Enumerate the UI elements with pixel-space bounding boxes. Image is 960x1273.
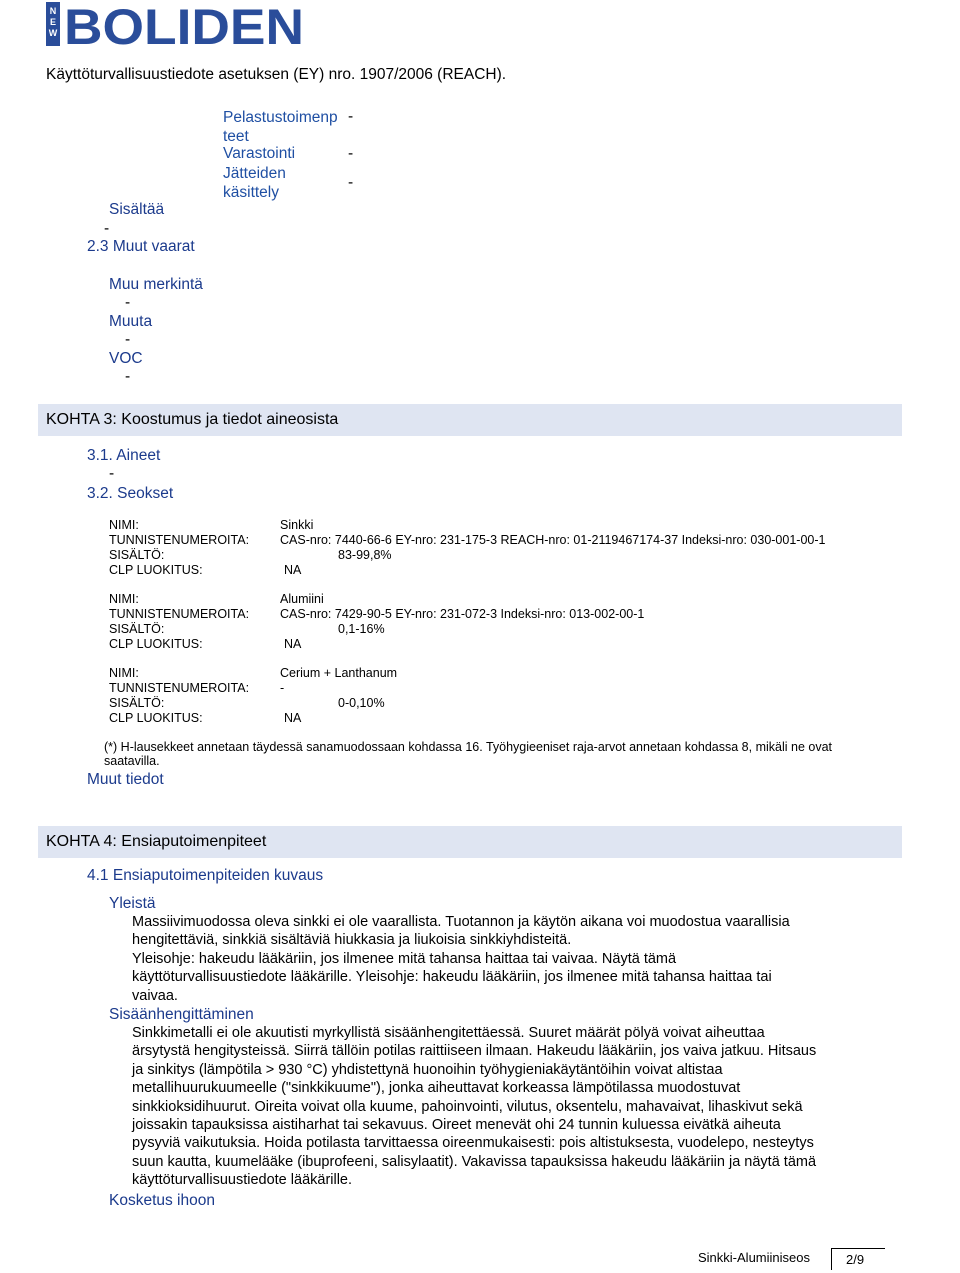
heading-seokset: 3.2. Seokset	[87, 485, 174, 502]
heading-sisaltaa: Sisältää	[109, 201, 165, 218]
heading-muut-tiedot: Muut tiedot	[87, 771, 164, 788]
section4-title-bar	[38, 826, 902, 858]
svg-text:E: E	[49, 17, 57, 27]
value-aineet: -	[109, 465, 115, 482]
component-name: Sinkki	[280, 518, 314, 532]
label-clp: CLP LUOKITUS:	[109, 637, 203, 651]
label-tunnistenumeroita: TUNNISTENUMEROITA:	[109, 607, 250, 621]
footer-product: Sinkki-Alumiiniseos	[698, 1250, 810, 1265]
svg-text:BOLIDEN: BOLIDEN	[64, 2, 304, 46]
regulation-text: Käyttöturvallisuustiedote asetuksen (EY) nro. 1907/2006 (REACH).	[46, 66, 507, 83]
component-ids: -	[280, 681, 285, 695]
heading-yleista: Yleistä	[109, 895, 156, 912]
component-name: Cerium + Lanthanum	[280, 666, 398, 680]
note-line-1: (*) H-lausekkeet annetaan täydessä sanamuodossaan kohdassa 16. Työhygieeniset raja-arvot annetaan kohdassa 8, mikäli ne ovat	[104, 740, 832, 754]
section3-title: KOHTA 3: Koostumus ja tiedot aineosista	[46, 411, 339, 428]
component-clp: NA	[284, 563, 302, 577]
section4-title: KOHTA 4: Ensiaputoimenpiteet	[46, 833, 267, 850]
label-clp: CLP LUOKITUS:	[109, 711, 203, 725]
component-content: 83-99,8%	[338, 548, 392, 562]
yleista-text: Massiivimuodossa oleva sinkki ei ole vaarallista. Tuotannon ja käytön aikana voi muodostua vaarallisia hengitettäviä, sinkkiä sisältäviä hiukkasia ja liukoisia sinkkiyhdisteitä. Yleisohje: hakeudu lääkäriin, jos ilmenee mitä tahansa haittaa tai vaivaa. Näytä tämä käyttöturvallisuustiedote lääkärille. Yleisohje: hakeudu lääkäriin, jos ilmenee mitä tahansa haittaa tai vaivaa.	[132, 914, 790, 1004]
heading-voc: VOC	[109, 350, 143, 367]
value-jatteiden-kasittely: -	[348, 174, 354, 191]
svg-text:W: W	[48, 28, 58, 38]
value-sisaltaa: -	[104, 220, 110, 237]
component-content: 0,1-16%	[338, 622, 385, 636]
sisaanhengittaminen-text: Sinkkimetalli ei ole akuutisti myrkyllistä sisäänhengitettäessä. Suuret määrät pölyä voivat aiheuttaa ärsytystä hengitysteissä. Siirrä tällöin potilas raittiiseen ilmaan. Hakeudu lääkäriin, jos vaiva jatkuu. Hitsaus ja sinkitys (lämpötila > 930 °C) yhdistettynä huonoihin työhygieniakäytäntöihin voivat altistaa metallihuurukuumeelle ("sinkkikuume"), jonka aiheuttavat korkeassa lämpötilassa muodostuvat sinkkioksidihuurut. Oireita voivat olla kuume, pahoinvointi, vilutus, oksentelu, mahavaivat, lihaskivut sekä joissakin tapauksissa aistiharhat tai sekavuus. Oireet menevät ohi 24 tunnin kuluessa eivätkä aiheuta pysyviä vaikutuksia. Hoida potilasta tarvittaessa oireenmukaisesti: pois altistuksesta, vuodelepo, nesteytys suun kautta, kuumelääke (ibuprofeeni, salisylaatit). Vakavissa tapauksissa hakeudu lääkäriin ja näytä tämä käyttöturvallisuustiedote lääkärille.	[132, 1025, 817, 1189]
heading-ensiaputoimenpiteiden-kuvaus: 4.1 Ensiaputoimenpiteiden kuvaus	[87, 867, 324, 884]
heading-aineet: 3.1. Aineet	[87, 447, 161, 464]
component-content: 0-0,10%	[338, 696, 385, 710]
value-muu-merkinta: -	[125, 294, 131, 311]
boliden-logo	[46, 2, 308, 46]
heading-muuta: Muuta	[109, 313, 153, 330]
value-voc: -	[125, 368, 131, 385]
svg-text:N: N	[49, 6, 57, 16]
component-ids: CAS-nro: 7440-66-6 EY-nro: 231-175-3 REACH-nro: 01-2119467174-37 Indeksi-nro: 030-001-00-1	[280, 533, 826, 547]
label-sisalto: SISÄLTÖ:	[109, 696, 165, 710]
label-sisalto: SISÄLTÖ:	[109, 622, 165, 636]
note-line-2: saatavilla.	[104, 754, 160, 768]
label-tunnistenumeroita: TUNNISTENUMEROITA:	[109, 533, 250, 547]
label-nimi: NIMI:	[109, 518, 139, 532]
heading-kosketus-ihoon: Kosketus ihoon	[109, 1192, 215, 1209]
label-nimi: NIMI:	[109, 666, 139, 680]
component-clp: NA	[284, 637, 302, 651]
component-ids: CAS-nro: 7429-90-5 EY-nro: 231-072-3 Indeksi-nro: 013-002-00-1	[280, 607, 645, 621]
heading-muut-vaarat: 2.3 Muut vaarat	[87, 238, 195, 255]
component-clp: NA	[284, 711, 302, 725]
label-clp: CLP LUOKITUS:	[109, 563, 203, 577]
value-muuta: -	[125, 331, 131, 348]
label-sisalto: SISÄLTÖ:	[109, 548, 165, 562]
heading-sisaanhengittaminen: Sisäänhengittäminen	[109, 1006, 254, 1023]
label-tunnistenumeroita: TUNNISTENUMEROITA:	[109, 681, 250, 695]
label-varastointi: Varastointi	[223, 145, 296, 162]
page-number: 2/9	[846, 1252, 865, 1267]
section3-title-bar	[38, 404, 902, 436]
label-jatteiden-kasittely: Jätteiden käsittely	[223, 165, 286, 201]
heading-muu-merkinta: Muu merkintä	[109, 276, 203, 293]
label-nimi: NIMI:	[109, 592, 139, 606]
component-name: Alumiini	[280, 592, 324, 606]
value-pelastustoimenpiteet: -	[348, 108, 354, 125]
label-pelastustoimenpiteet: Pelastustoimenp teet	[223, 109, 338, 145]
value-varastointi: -	[348, 145, 354, 162]
